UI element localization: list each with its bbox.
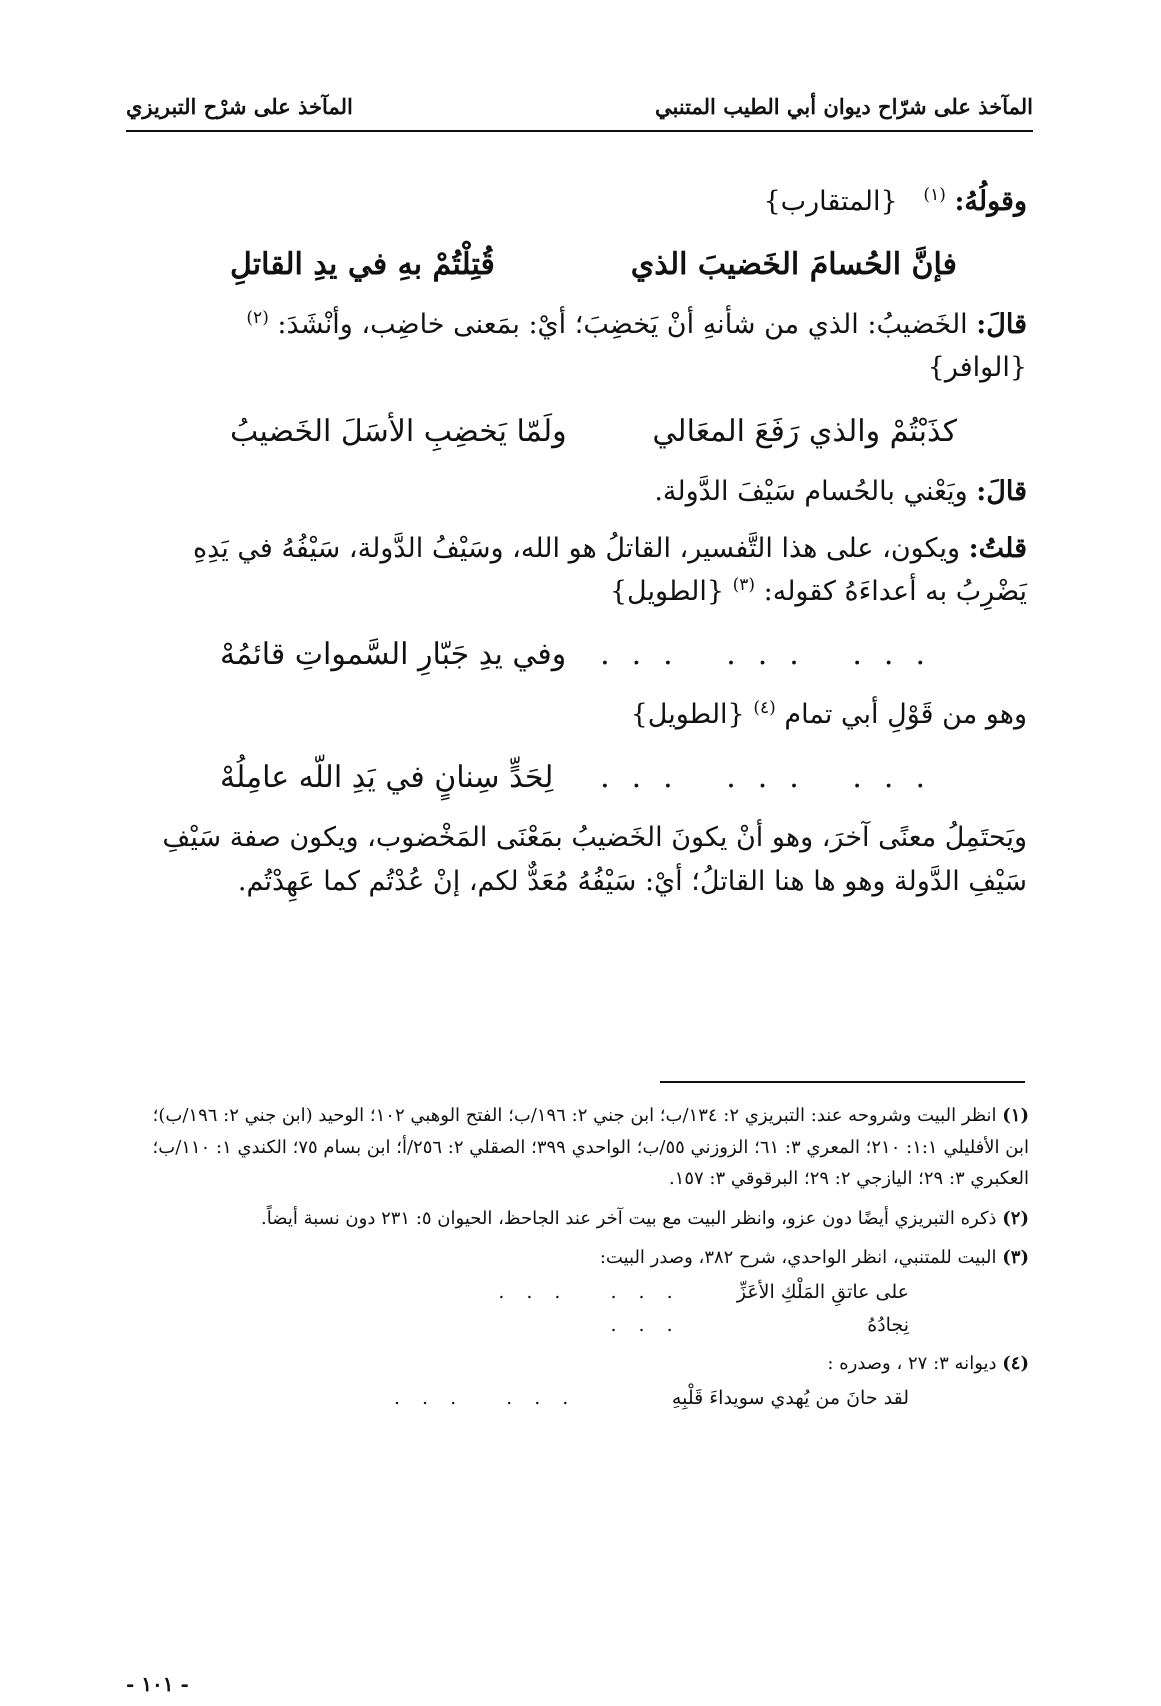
paragraph-text: وهو من قَوْلِ أبي تمام <box>784 699 1027 731</box>
footnote-ref: (٤) <box>753 698 776 719</box>
verse-ellipsis: ... ... ... <box>498 1280 695 1336</box>
section-title: المآخذ على شرْح التبريزي <box>126 94 353 119</box>
footnote-1 <box>134 1100 1029 1195</box>
paragraph-commentary <box>140 470 1027 513</box>
verse-first-hemistich: كذَبْتُمْ والذي رَفَعَ المعَالي <box>652 413 957 449</box>
paragraph-text: ويَعْني بالحُسام سَيْفَ الدَّولة. <box>654 475 968 507</box>
lead-word: قالَ: <box>976 309 1027 341</box>
footnote-ref: (٢) <box>246 308 269 329</box>
meter-label: {الطويل} <box>630 699 745 731</box>
paragraph-commentary <box>140 303 1027 389</box>
poem-verse <box>140 631 1027 679</box>
footnote-ref: (٣) <box>732 574 756 595</box>
lead-word: قالَ: <box>976 475 1027 507</box>
footnote-2 <box>134 1203 1029 1235</box>
paragraph-commentary <box>140 693 1027 736</box>
verse-ellipsis: ... ... ... <box>600 760 947 796</box>
book-title: المآخذ على شرّاح ديوان أبي الطيب المتنبي <box>655 94 1033 119</box>
lead-word: وقولُهُ: <box>954 186 1027 217</box>
footnote-text: البيت للمتنبي، انظر الواحدي، شرح ٣٨٢، وصدر البيت: <box>599 1247 997 1268</box>
main-text <box>140 180 1027 903</box>
verse-ellipsis: ... ... ... <box>600 637 947 673</box>
paragraph-commentary <box>140 816 1027 902</box>
poem-verse <box>140 241 1027 289</box>
paragraph-commentary <box>140 527 1027 613</box>
paragraph-text: ويَحتَمِلُ معنًى آخرَ، وهو أنْ يكونَ الخَضيبُ بمَعْنَى المَخْضوب، ويكون صفة سَيْفِ سَيْفِ الدَّولة وهو ها هنا القاتلُ؛ أيْ: سَيْفُهُ مُعَدٌّ لكم، إنْ عُدْتُم كما عَهِدْتُم. <box>162 822 1027 897</box>
verse-first-hemistich: لقد حانَ من يُهدي سويداءَ قَلْبِهِ <box>671 1386 909 1409</box>
footnote-divider <box>660 1081 1025 1083</box>
verse-second-hemistich: ولَمّا يَخضِبِ الأسَلَ الخَضيبُ <box>230 413 567 449</box>
footnote-number: (١) <box>1002 1105 1029 1126</box>
verse-second-hemistich: قُتِلْتُمْ بهِ في يدِ القاتلِ <box>230 247 495 283</box>
footnote-3 <box>134 1242 1029 1274</box>
footnote-4 <box>134 1348 1029 1380</box>
verse-first-hemistich: على عاتقِ المَلْكِ الأعَزِّ نِجادُهُ <box>736 1280 909 1336</box>
footnote-number: (٣) <box>1002 1247 1029 1268</box>
verse-ellipsis: ... ... <box>394 1386 591 1409</box>
footnote-verse <box>134 1276 1029 1343</box>
running-header <box>126 82 1033 132</box>
paragraph-text: الخَضيبُ: الذي من شأنهِ أنْ يَخضِبَ؛ أيْ: بمَعنى خاضِب، وأنْشَدَ: <box>277 309 968 341</box>
footnote-text: انظر البيت وشروحه عند: التبريزي ٢: ١٣٤/ب؛ ابن جني ٢: ١٩٦/ب؛ الفتح الوهبي ١٠٢؛ الوحيد (ابن جني ٢: ١٩٦/ب)؛ ابن الأفليلي ١:١: ٢١٠؛ المعري ٣: ٦١؛ الزوزني ٥٥/ب؛ الواحدي ٣٩٩؛ الصقلي ٢: ٢٥٦/أ؛ ابن بسام ٧٥؛ الكندي ١: ١١٠/ب؛ العكبري ٣: ٢٩؛ اليازجي ٢: ٢٩؛ البرقوقي ٣: ١٥٧. <box>152 1105 1029 1189</box>
paragraph-intro <box>140 180 1027 223</box>
poem-verse <box>140 408 1027 456</box>
meter-label: {الطويل} <box>609 575 725 607</box>
footnote-verse <box>134 1382 1029 1415</box>
verse-first-hemistich: فإنَّ الحُسامَ الخَضيبَ الذي <box>630 247 957 283</box>
meter-label: {المتقارب} <box>763 186 898 217</box>
footnote-ref: (١) <box>923 185 946 205</box>
footnote-number: (٢) <box>1002 1207 1029 1229</box>
verse-second-hemistich: وفي يدِ جَبّارِ السَّمواتِ قائمُهْ <box>220 637 567 673</box>
verse-second-hemistich: لِحَدٍّ سِنانٍ في يَدِ اللّه عامِلُهْ <box>220 760 554 796</box>
footnote-text: ذكره التبريزي أيضًا دون عزو، وانظر البيت مع بيت آخر عند الجاحظ، الحيوان ٥: ٢٣١ دون نسبة أيضاً. <box>261 1207 997 1229</box>
footnote-text: ديوانه ٣: ٢٧ ، وصدره : <box>827 1353 997 1374</box>
paragraph-text: ويكون، على هذا التَّفسير، القاتلُ هو الله، وسَيْفُ الدَّولة، سَيْفُهُ في يَدِهِ يَضْرِبُ به أعداءَهُ كقوله: <box>192 532 1027 607</box>
footnotes <box>134 1100 1029 1421</box>
footnote-number: (٤) <box>1002 1353 1029 1374</box>
lead-word: قلتُ: <box>968 532 1027 564</box>
poem-verse <box>140 754 1027 802</box>
page-number: - ١٠١ - <box>126 1672 189 1696</box>
meter-label: {الوافر} <box>927 352 1027 384</box>
